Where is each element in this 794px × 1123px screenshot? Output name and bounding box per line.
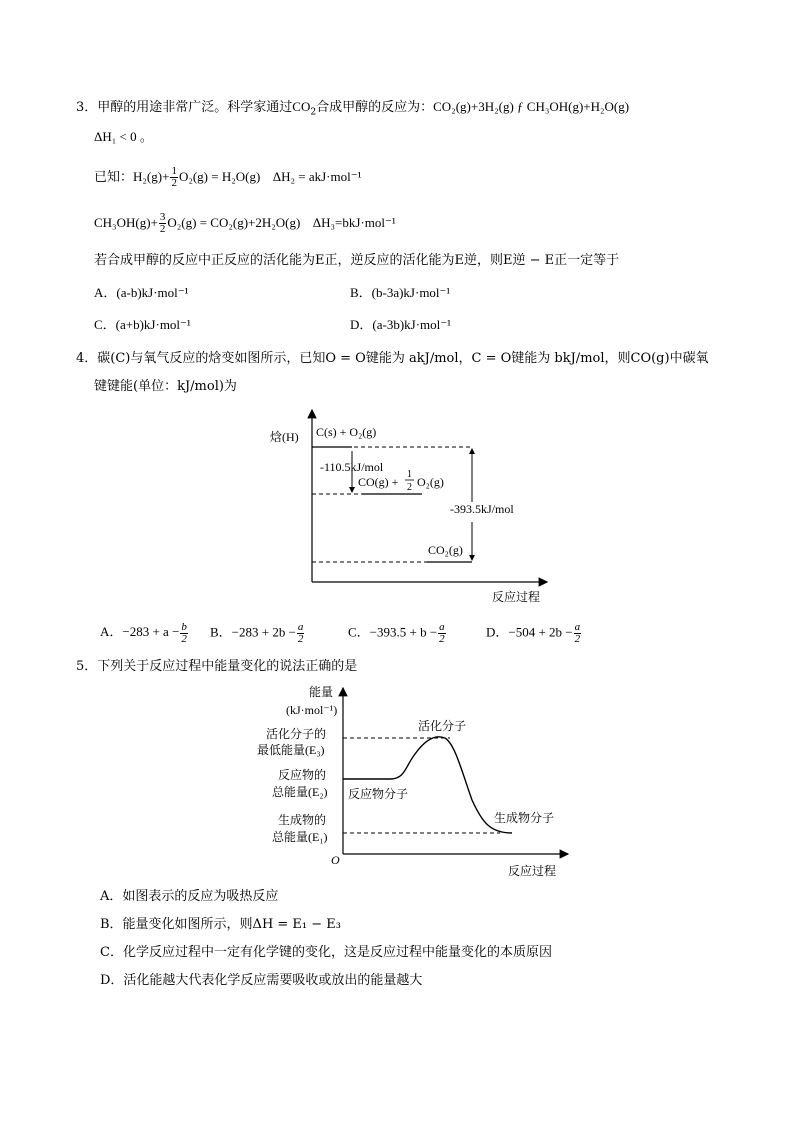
energy-x-label: 反应过程 bbox=[508, 864, 557, 878]
q3-known-eq1 bbox=[94, 166, 362, 189]
q3-eq2-right: O₂(g) = CO₂(g)+2H₂O(g) bbox=[167, 215, 301, 230]
reactant-label: 反应物分子 bbox=[348, 787, 409, 801]
product-label: 生成物分子 bbox=[494, 811, 555, 825]
q3-line1: 3．甲醇的用途非常广泛。科学家通过$CO_2$合成甲醇的反应为：CO₂(g)+3H₂(g) ƒ CH₃OH(g)+H₂O(g) bbox=[76, 99, 630, 118]
q4-options bbox=[100, 622, 189, 645]
q3-frac2-den: 2 bbox=[159, 223, 166, 235]
q5-stem bbox=[76, 658, 357, 676]
q4-option-b-den: 2 bbox=[297, 633, 304, 645]
q4-option-d-frac bbox=[574, 622, 582, 645]
q4-option-b-frac bbox=[297, 622, 305, 645]
q4-line1 bbox=[76, 350, 709, 368]
q4-option-a-pre: A．−283 + a − bbox=[100, 624, 180, 640]
level-mid-label-right: O₂(g) bbox=[417, 475, 444, 489]
energy-diagram bbox=[250, 682, 580, 882]
q3-eq2-dh: ΔH₃=bkJ·mol⁻¹ bbox=[312, 215, 396, 230]
q5-option-b[interactable]: B．能量变化如图所示，则ΔH = E₁ − E₃ bbox=[100, 917, 341, 932]
q3-co2: CO bbox=[292, 99, 311, 114]
q4-option-a-den: 2 bbox=[181, 633, 187, 645]
q3-option-d[interactable]: D．(a-3b)kJ·mol⁻¹ bbox=[350, 317, 452, 332]
q4-option-a-frac bbox=[180, 622, 188, 645]
activated-label: 活化分子 bbox=[418, 719, 467, 733]
q3-option-b[interactable]: B．(b-3a)kJ·mol⁻¹ bbox=[350, 285, 451, 300]
q5-option-c[interactable]: C．化学反应过程中一定有化学键的变化，这是反应过程中能量变化的本质原因 bbox=[100, 945, 552, 960]
q4-option-d[interactable] bbox=[486, 622, 582, 645]
q4-option-b-num: a bbox=[297, 621, 304, 633]
q3-frac2-num: 3 bbox=[159, 211, 166, 223]
q3-frac2 bbox=[159, 212, 167, 235]
q4-option-a-num: b bbox=[181, 621, 187, 633]
q3-question: 若合成甲醇的反应中正反应的活化能为E正，逆反应的活化能为E逆，则E逆 − E正一定等于 bbox=[94, 253, 620, 268]
q3-frac1-den: 2 bbox=[171, 177, 177, 189]
enthalpy-x-label: 反应过程 bbox=[492, 590, 541, 604]
energy-y-label-2: (kJ·mol⁻¹) bbox=[286, 703, 338, 717]
q4-option-c-pre: C．−393.5 + b − bbox=[348, 624, 438, 640]
q4-line1-text: 碳(C)与氧气反应的焓变如图所示，已知O = O键能为 akJ/mol，C = O键能为 bkJ/mol，则CO(g)中碳氧 bbox=[97, 351, 709, 366]
q4-option-c-frac bbox=[438, 622, 446, 645]
q4-number: 4． bbox=[76, 351, 98, 366]
q3-reaction: CO₂(g)+3H₂(g) ƒ CH₃OH(g)+H₂O(g) bbox=[433, 99, 630, 114]
q4-option-c-den: 2 bbox=[439, 633, 445, 645]
frac-half-den: 2 bbox=[407, 482, 412, 493]
origin-label: O bbox=[331, 853, 340, 867]
e2-label-2: 总能量(E₂) bbox=[272, 785, 328, 799]
q3-option-a[interactable]: A．(a-b)kJ·mol⁻¹ bbox=[94, 285, 189, 300]
q3-eq1-left: H₂(g)+ bbox=[133, 169, 170, 184]
enthalpy-y-label: 焓(H) bbox=[270, 430, 299, 444]
e1-label-1: 生成物的 bbox=[278, 813, 327, 827]
frac-half-num: 1 bbox=[407, 469, 412, 480]
e3-label-2: 最低能量(E₃) bbox=[257, 743, 325, 757]
q4-line2: 键键能(单位：kJ/mol)为 bbox=[94, 379, 237, 394]
q3-eq2-left: CH₃OH(g)+ bbox=[94, 215, 158, 230]
dh-large-label: -393.5kJ/mol bbox=[450, 502, 514, 516]
q3-known-eq2 bbox=[94, 212, 396, 235]
q3-known-prefix: 已知： bbox=[94, 170, 134, 185]
q3-frac1-num: 1 bbox=[171, 165, 177, 177]
q5-option-a[interactable]: A．如图表示的反应为吸热反应 bbox=[100, 889, 279, 904]
q5-option-d[interactable]: D．活化能越大代表化学反应需要吸收或放出的能量越大 bbox=[100, 973, 423, 988]
level-top-label: C(s) + O₂(g) bbox=[316, 425, 377, 439]
q4-option-c[interactable] bbox=[348, 622, 447, 645]
q4-option-d-num: a bbox=[574, 621, 581, 633]
e1-label-2: 总能量(E₁) bbox=[272, 830, 328, 844]
q3-eq1-dh: ΔH₂ = akJ·mol⁻¹ bbox=[272, 169, 362, 184]
q3-frac1 bbox=[170, 166, 178, 189]
q3-number: 3． bbox=[76, 100, 98, 115]
q4-option-b-pre: B．−283 + 2b − bbox=[210, 624, 296, 640]
q3-option-c[interactable]: C．(a+b)kJ·mol⁻¹ bbox=[94, 317, 191, 332]
enthalpy-diagram bbox=[262, 402, 562, 608]
q4-option-a[interactable] bbox=[100, 621, 189, 645]
q3-intro: 甲醇的用途非常广泛。科学家通过 bbox=[97, 100, 293, 115]
energy-y-label-1: 能量 bbox=[309, 685, 334, 699]
q3-dh1: ΔH₁ < 0 。 bbox=[94, 129, 153, 144]
q5-number: 5． bbox=[76, 659, 98, 674]
energy-curve bbox=[343, 737, 512, 833]
dh-small-label: -110.5kJ/mol bbox=[320, 460, 384, 474]
q4-option-b[interactable] bbox=[210, 622, 305, 645]
q3-intro2: 合成甲醇的反应为： bbox=[316, 100, 434, 115]
e2-label-1: 反应物的 bbox=[278, 768, 327, 782]
q4-option-d-pre: D．−504 + 2b − bbox=[486, 624, 573, 640]
level-mid-label-left: CO(g) + bbox=[358, 475, 399, 489]
q4-option-d-den: 2 bbox=[574, 633, 581, 645]
q4-option-c-num: a bbox=[439, 621, 445, 633]
q3-eq1-right: O₂(g) = H₂O(g) bbox=[178, 169, 261, 184]
q5-stem-text: 下列关于反应过程中能量变化的说法正确的是 bbox=[97, 659, 358, 674]
e3-label-1: 活化分子的 bbox=[266, 727, 327, 741]
level-bottom-label: CO₂(g) bbox=[428, 543, 463, 557]
